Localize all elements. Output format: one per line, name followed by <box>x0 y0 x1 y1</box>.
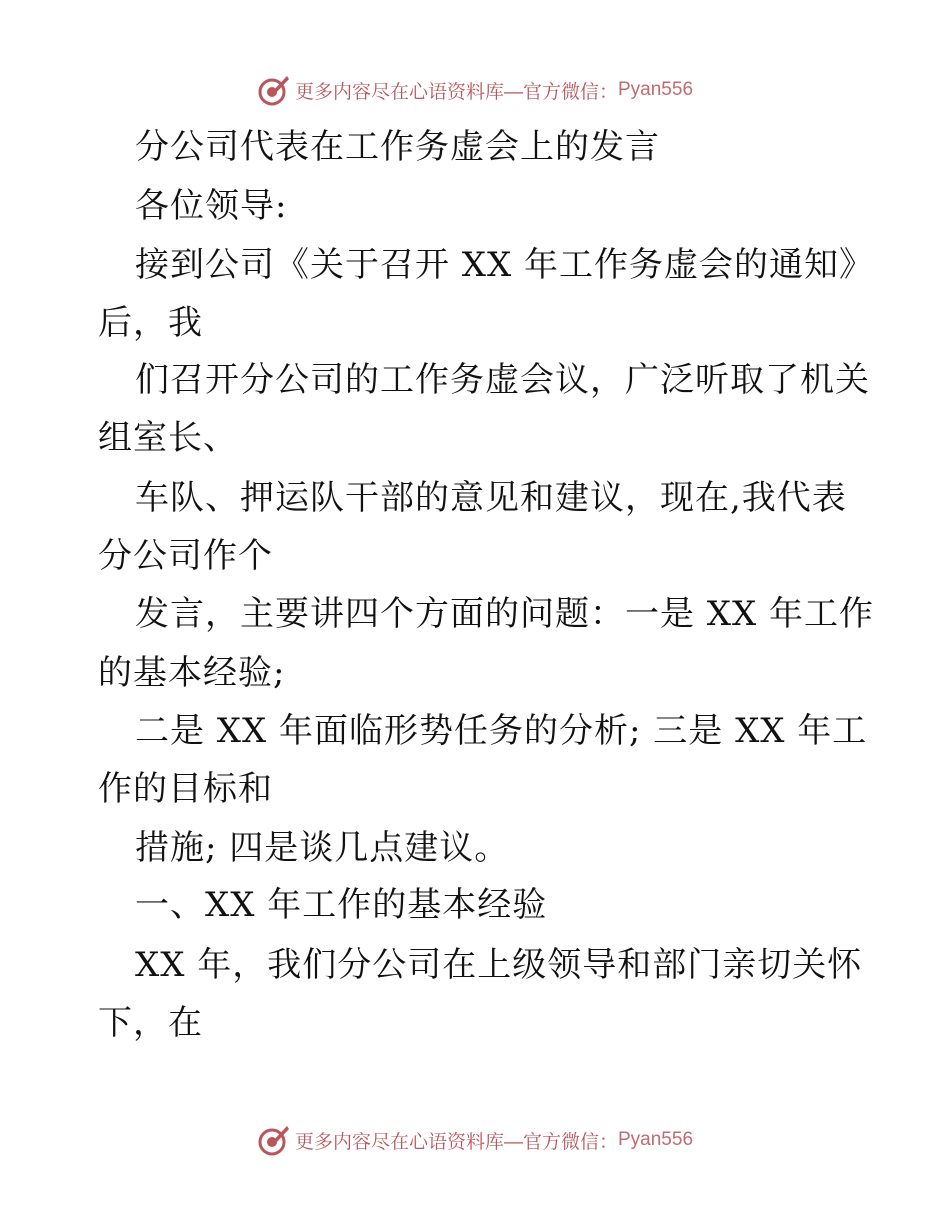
section-heading: 一、XX 年工作的基本经验 <box>135 885 548 925</box>
quill-logo-icon <box>257 1123 291 1157</box>
paragraph-line: 组室长、 <box>98 418 238 458</box>
header-watermark <box>0 70 950 110</box>
paragraph-line: 的基本经验; <box>98 653 286 693</box>
salutation: 各位领导: <box>135 186 288 226</box>
paragraph-line: XX 年，我们分公司在上级领导和部门亲切关怀 <box>135 945 863 985</box>
footer-watermark <box>0 1120 950 1160</box>
watermark-text: 更多内容尽在心语资料库—官方微信： <box>294 81 618 103</box>
paragraph-line: 们召开分公司的工作务虚会议，广泛听取了机关 <box>135 360 870 400</box>
paragraph-line: 下，在 <box>98 1003 203 1043</box>
paragraph-line: 发言，主要讲四个方面的问题：一是 XX 年工作 <box>135 594 875 634</box>
paragraph-line: 接到公司《关于召开 XX 年工作务虚会的通知》 <box>135 245 875 285</box>
watermark-wechat-id: Pyan556 <box>618 1129 694 1150</box>
paragraph-line: 车队、押运队干部的意见和建议，现在,我代表 <box>135 478 847 518</box>
paragraph-line: 二是 XX 年面临形势任务的分析; 三是 XX 年工 <box>135 711 868 751</box>
watermark-text: 更多内容尽在心语资料库—官方微信： <box>294 1131 618 1153</box>
quill-logo-icon <box>257 73 291 107</box>
paragraph-line: 作的目标和 <box>98 769 273 809</box>
paragraph-line: 分公司作个 <box>98 536 273 576</box>
paragraph-line: 后，我 <box>98 303 203 343</box>
watermark-wechat-id: Pyan556 <box>618 79 694 100</box>
paragraph-line: 措施; 四是谈几点建议。 <box>135 828 510 868</box>
document-title: 分公司代表在工作务虚会上的发言 <box>135 127 660 167</box>
